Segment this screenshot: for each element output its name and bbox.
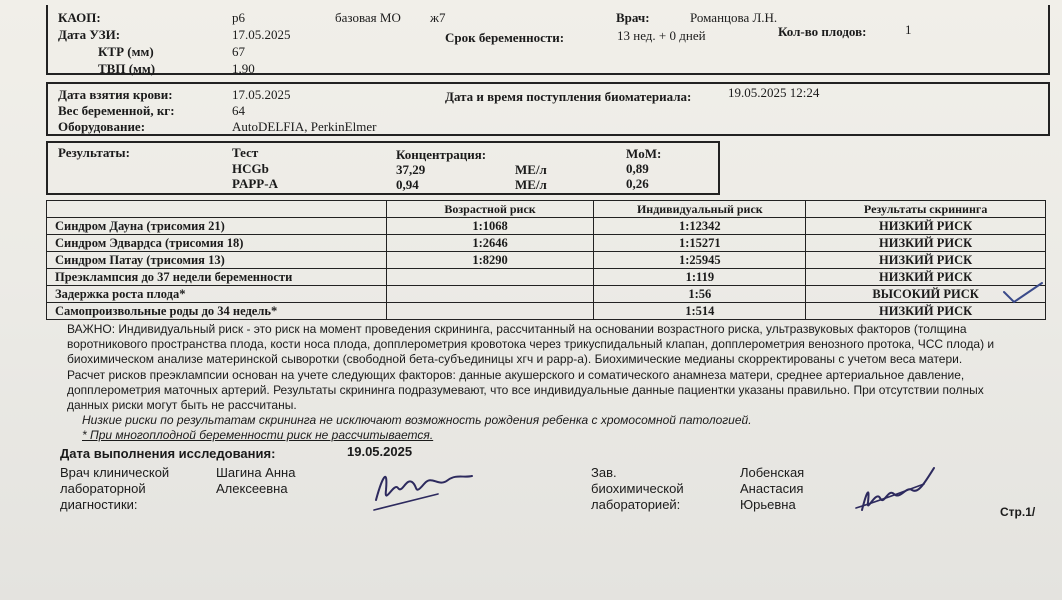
result-unit-hcgb: МЕ/л <box>515 162 547 177</box>
risk-result: НИЗКИЙ РИСК <box>806 235 1046 252</box>
risk-result: НИЗКИЙ РИСК <box>806 252 1046 269</box>
risk-result: НИЗКИЙ РИСК <box>806 218 1046 235</box>
note-italic: Низкие риски по результатам скрининга не исключают возможность рождения ребенка с хромосомной патологией. <box>82 413 752 428</box>
risk-name: Задержка роста плода* <box>47 286 387 303</box>
base-mo: базовая МО <box>335 10 401 25</box>
risk-individual: 1:12342 <box>594 218 806 235</box>
doctor-label: Врач: <box>616 10 650 25</box>
note-line: воротникового пространства плода, кости носа плода, допплерометрия кровотока через трикуспидальный клапан, допплерометрия венозного протока, ЧСС плода) и <box>67 337 995 352</box>
risk-name: Синдром Патау (трисомия 13) <box>47 252 387 269</box>
weight-value: 64 <box>232 103 245 118</box>
checkmark-icon <box>1002 280 1046 306</box>
equipment-value: AutoDELFIA, PerkinElmer <box>232 119 377 134</box>
table-row <box>47 218 1046 235</box>
table-row <box>47 303 1046 320</box>
table-row <box>47 286 1046 303</box>
risk-age <box>386 303 594 320</box>
head-title-2: биохимической <box>591 481 684 496</box>
head-name-3: Юрьевна <box>740 497 796 512</box>
risk-header-result: Результаты скрининга <box>806 201 1046 218</box>
fetus-count-label: Кол-во плодов: <box>778 24 867 39</box>
arrival-label: Дата и время поступления биоматериала: <box>445 89 692 104</box>
term-label: Срок беременности: <box>445 30 565 45</box>
result-mom-hcgb: 0,89 <box>626 161 649 176</box>
head-signature-icon <box>852 464 942 520</box>
term-value: 13 нед. + 0 дней <box>617 28 706 43</box>
important-notes <box>67 322 1042 444</box>
result-mom-pappa: 0,26 <box>626 176 649 191</box>
equipment-label: Оборудование: <box>58 119 146 134</box>
kaop-value: р6 <box>232 10 245 25</box>
risk-header-name <box>47 201 387 218</box>
risk-result: НИЗКИЙ РИСК <box>806 269 1046 286</box>
doctor-signature-icon <box>368 460 478 518</box>
result-test-hcgb: HCGb <box>232 161 269 176</box>
note-line: ВАЖНО: Индивидуальный риск - это риск на момент проведения скрининга, рассчитанный на основании возрастного риска, ультразвуковых факторов (толщина <box>67 322 967 336</box>
ktr-label: КТР (мм) <box>98 44 154 59</box>
us-date-value: 17.05.2025 <box>232 27 291 42</box>
weight-label: Вес беременной, кг: <box>58 103 175 118</box>
blood-date-value: 17.05.2025 <box>232 87 291 102</box>
done-date-label: Дата выполнения исследования: <box>60 446 276 461</box>
risk-individual: 1:15271 <box>594 235 806 252</box>
risk-name: Преэклампсия до 37 недели беременности <box>47 269 387 286</box>
tvp-label: ТВП (мм) <box>98 61 156 76</box>
us-date-label: Дата УЗИ: <box>58 27 121 42</box>
doctor-title-1: Врач клинической <box>60 465 170 480</box>
risk-individual: 1:25945 <box>594 252 806 269</box>
note-line: Расчет рисков преэклампсии основан на учете следующих факторов: данные акушерского и соматического анамнеза матери, среднее артериальное давление, <box>67 367 965 382</box>
arrival-value: 19.05.2025 12:24 <box>728 85 820 100</box>
results-col-test: Тест <box>232 145 259 160</box>
risk-name: Самопроизвольные роды до 34 недель* <box>47 303 387 320</box>
result-conc-pappa: 0,94 <box>396 177 419 192</box>
result-conc-hcgb: 37,29 <box>396 162 426 177</box>
risk-individual: 1:56 <box>594 286 806 303</box>
head-title-3: лабораторией: <box>591 497 681 512</box>
note-line: допплерометрия маточных артерий. Результаты скрининга подразумевают, что все индивидуальные данные пациентки указаны правильно. При отсутствии полных <box>67 382 984 397</box>
blood-date-label: Дата взятия крови: <box>58 87 173 102</box>
fetus-count-value: 1 <box>905 22 912 37</box>
results-col-mom: MoM: <box>626 146 662 161</box>
risk-age: 1:1068 <box>386 218 594 235</box>
note-line: данных риски могут быть не рассчитаны. <box>67 398 297 413</box>
risk-header-individual: Индивидуальный риск <box>594 201 806 218</box>
results-box <box>46 141 720 195</box>
zh-code: ж7 <box>430 10 446 25</box>
risk-table <box>46 200 1046 320</box>
risk-table-header <box>47 201 1046 218</box>
table-row <box>47 235 1046 252</box>
head-name-1: Лобенская <box>740 465 805 480</box>
doctor-first-name: Шагина Анна <box>216 465 296 480</box>
result-test-pappa: PAPP-A <box>232 176 278 191</box>
risk-header-age: Возрастной риск <box>386 201 594 218</box>
risk-individual: 1:514 <box>594 303 806 320</box>
risk-age <box>386 286 594 303</box>
risk-name: Синдром Дауна (трисомия 21) <box>47 218 387 235</box>
doctor-title-2: лабораторной <box>60 481 146 496</box>
note-italic-underlined: * При многоплодной беременности риск не рассчитывается. <box>82 428 434 443</box>
risk-name: Синдром Эдвардса (трисомия 18) <box>47 235 387 252</box>
doctor-value: Романцова Л.Н. <box>690 10 778 25</box>
ktr-value: 67 <box>232 44 245 59</box>
risk-result: ВЫСОКИЙ РИСК <box>806 286 1046 303</box>
doctor-last-name: Алексеевна <box>216 481 288 496</box>
done-date-value: 19.05.2025 <box>347 444 413 459</box>
table-row <box>47 252 1046 269</box>
page-number: Стр.1/ <box>1000 505 1036 519</box>
result-unit-pappa: МЕ/л <box>515 177 547 192</box>
risk-age: 1:2646 <box>386 235 594 252</box>
risk-age: 1:8290 <box>386 252 594 269</box>
risk-age <box>386 269 594 286</box>
head-name-2: Анастасия <box>740 481 804 496</box>
note-line: биохимическом анализе материнской сыворотки (свободной бета-субъединицы хгч и papp-a). Биохимические медианы скорректированы с учетом веса матери. <box>67 352 963 367</box>
head-title-1: Зав. <box>591 465 617 480</box>
doctor-title-3: диагностики: <box>60 497 138 512</box>
tvp-value: 1,90 <box>232 61 255 76</box>
results-label: Результаты: <box>58 145 130 160</box>
risk-individual: 1:119 <box>594 269 806 286</box>
kaop-label: КАОП: <box>58 10 101 25</box>
results-col-conc: Концентрация: <box>396 147 487 162</box>
risk-result: НИЗКИЙ РИСК <box>806 303 1046 320</box>
table-row <box>47 269 1046 286</box>
